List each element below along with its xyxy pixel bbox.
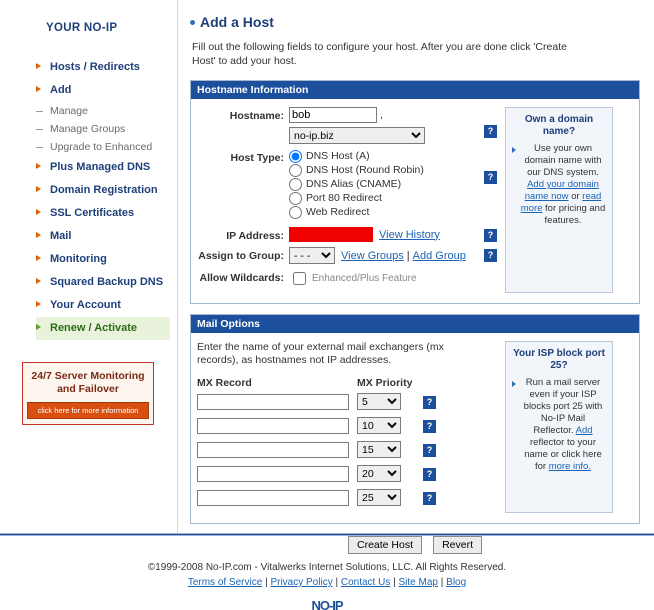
mx-priority-select-4[interactable] [357, 465, 401, 482]
view-history-link[interactable]: View History [379, 228, 440, 241]
intro-text: Fill out the following fields to configure your host. After you are done click 'Create Host' to add your host. [192, 41, 567, 67]
sidebar-item-add[interactable] [36, 79, 169, 102]
sidebar-item-manage[interactable] [36, 102, 169, 120]
footer-links [0, 575, 654, 590]
footer-link-privacy[interactable]: Privacy Policy [270, 577, 333, 588]
mail-panel-heading: Mail Options [191, 315, 639, 333]
domain-select[interactable] [289, 127, 425, 144]
own-domain-text2: or [571, 191, 580, 202]
host-type-option-label: DNS Alias (CNAME) [306, 178, 402, 190]
ip-address-help-icon[interactable]: ? [484, 229, 497, 242]
hostname-comma: , [380, 110, 383, 121]
assign-group-help-icon[interactable]: ? [484, 249, 497, 262]
mx-record-input-2[interactable] [197, 418, 349, 434]
sidebar-item-label: Renew / Activate [50, 322, 138, 334]
host-type-option-label: Port 80 Redirect [306, 192, 382, 204]
assign-group-row: Assign to Group: - - - View Groups | Add Group ? [197, 247, 497, 264]
sidebar-item-ssl-certificates[interactable] [36, 202, 169, 225]
sidebar-item-label: Domain Registration [50, 184, 158, 196]
sidebar-item-label: Upgrade to Enhanced [50, 141, 153, 153]
allow-wildcards-note: Enhanced/Plus Feature [312, 273, 417, 284]
mx-record-input-1[interactable] [197, 394, 349, 410]
mx-record-input-3[interactable] [197, 442, 349, 458]
view-groups-link[interactable]: View Groups [341, 249, 404, 262]
own-domain-body [512, 143, 606, 227]
sidebar-item-upgrade-to-enhanced[interactable] [36, 138, 169, 156]
host-type-option-port-80-redirect[interactable] [289, 191, 480, 205]
mx-record-input-4[interactable] [197, 466, 349, 482]
dash-icon [36, 111, 43, 112]
mail-form [197, 341, 497, 513]
host-type-option-label: DNS Host (Round Robin) [306, 164, 424, 176]
mail-options-panel [190, 314, 640, 524]
add-group-link[interactable]: Add Group [412, 249, 466, 262]
chevron-right-icon [36, 63, 41, 69]
mx-priority-select-5[interactable] [357, 489, 401, 506]
hostname-label: Hostname: [229, 110, 284, 122]
chevron-right-icon [36, 186, 41, 192]
mx-row [197, 489, 497, 506]
ip-address-label: IP Address: [226, 230, 284, 242]
sidebar-item-label: Monitoring [50, 253, 107, 265]
host-type-help-icon[interactable]: ? [484, 171, 497, 184]
host-type-radio[interactable] [289, 150, 302, 163]
sidebar-item-label: Manage [50, 105, 88, 117]
own-domain-title: Own a domain name? [524, 114, 594, 137]
footer-sep: | [393, 577, 396, 588]
footer-sep: | [440, 577, 444, 588]
host-type-row [197, 149, 497, 219]
allow-wildcards-row [197, 269, 497, 288]
page-title-text: Add a Host [200, 14, 274, 30]
host-type-radio[interactable] [289, 206, 302, 219]
create-host-button[interactable]: Create Host [348, 536, 422, 554]
host-type-option-dns-host-a[interactable] [289, 149, 480, 163]
mx-row [197, 417, 497, 434]
add-domain-link[interactable]: Add your domain name now [524, 179, 599, 202]
footer [0, 560, 654, 590]
sidebar-item-label: Add [50, 84, 72, 96]
isp-block-text: Run a mail server even if your ISP blocks port 25 with No-IP Mail Reflector. [523, 377, 603, 436]
footer-sep: | [265, 577, 268, 588]
chevron-right-icon [512, 381, 516, 387]
mx-priority-select-1[interactable] [357, 393, 401, 410]
hostname-help-icon[interactable]: ? [484, 125, 497, 138]
allow-wildcards-label: Allow Wildcards: [199, 272, 284, 284]
brand-title: YOUR NO-IP [46, 22, 118, 34]
isp-block-title: Your ISP block port 25? [513, 348, 605, 371]
sidebar-item-label: Mail [50, 230, 72, 242]
sidebar-item-plus-managed-dns[interactable] [36, 156, 169, 179]
sidebar-item-hosts-redirects[interactable] [36, 56, 169, 79]
footer-link-contact[interactable]: Contact Us [340, 577, 391, 588]
hostname-input[interactable] [289, 107, 377, 123]
sidebar-item-renew-activate[interactable] [36, 317, 170, 340]
chevron-right-icon [36, 163, 41, 169]
page-title [200, 14, 640, 30]
sidebar-item-your-account[interactable] [36, 294, 169, 317]
revert-button[interactable]: Revert [433, 536, 482, 554]
isp-block-text2: reflector to your name or click here for [524, 437, 602, 472]
isp-block-body [512, 377, 606, 473]
dash-icon [36, 147, 43, 148]
mx-priority-select-3[interactable] [357, 441, 401, 458]
footer-copyright: ©1999-2008 No-IP.com - Vitalwerks Internet Solutions, LLC. All Rights Reserved. [147, 562, 507, 573]
ip-address-row [197, 227, 497, 242]
chevron-right-icon [36, 324, 41, 330]
own-domain-sidebox [505, 107, 613, 293]
own-domain-text: Use your own domain name with our DNS system. [524, 143, 602, 178]
main-content [178, 0, 654, 568]
own-domain-text3: for pricing and features. [544, 203, 606, 226]
chevron-right-icon [36, 209, 41, 215]
sidebar-item-monitoring[interactable] [36, 248, 169, 271]
sidebar-item-squared-backup-dns[interactable] [36, 271, 169, 294]
chevron-right-icon [36, 255, 41, 261]
host-type-option-web-redirect[interactable] [289, 205, 480, 219]
mx-priority-header: MX Priority [357, 377, 413, 389]
mx-record-input-5[interactable] [197, 490, 349, 506]
ip-address-input[interactable] [289, 227, 373, 242]
footer-link-blog[interactable]: Blog [446, 577, 467, 588]
sidebar-item-domain-registration[interactable] [36, 179, 169, 202]
group-select[interactable] [289, 247, 335, 264]
sidebar-item-label: SSL Certificates [50, 207, 135, 219]
host-type-radio[interactable] [289, 192, 302, 205]
read-more-link[interactable]: read more [520, 191, 602, 214]
mx-help-icon-4[interactable]: ? [423, 468, 436, 481]
mx-help-icon-5[interactable]: ? [423, 492, 436, 505]
chevron-right-icon [36, 301, 41, 307]
mx-help-icon-1[interactable]: ? [423, 396, 436, 409]
mail-note: Enter the name of your external mail exchangers (mx records), as hostnames not IP addresses. [197, 341, 444, 366]
chevron-right-icon [36, 86, 41, 92]
assign-group-label: Assign to Group: [198, 250, 284, 262]
footer-sep: | [335, 577, 339, 588]
footer-link-sitemap[interactable]: Site Map [398, 577, 438, 588]
mx-row [197, 465, 497, 482]
host-type-option-label: DNS Host (A) [306, 150, 370, 162]
host-type-option-round-robin[interactable] [289, 163, 480, 177]
promo-title: 24/7 Server Monitoring and Failover [31, 370, 145, 395]
isp-block-sidebox [505, 341, 613, 513]
mx-row [197, 393, 497, 410]
sidebar-item-manage-groups[interactable] [36, 120, 169, 138]
dash-icon [36, 129, 43, 130]
more-info-link[interactable]: more info. [548, 461, 591, 472]
mx-header-row [197, 377, 497, 389]
host-type-radio[interactable] [289, 178, 302, 191]
sidebar-item-label: Your Account [50, 299, 121, 311]
mx-help-icon-3[interactable]: ? [423, 444, 436, 457]
host-type-option-cname[interactable] [289, 177, 480, 191]
sidebar [0, 0, 178, 533]
host-type-label: Host Type: [230, 152, 284, 164]
sidebar-item-label: Manage Groups [50, 123, 126, 135]
mx-row [197, 441, 497, 458]
bullet-icon [190, 20, 195, 25]
sidebar-item-mail[interactable] [36, 225, 169, 248]
sidebar-nav [0, 56, 177, 340]
mx-help-icon-2[interactable]: ? [423, 420, 436, 433]
sidebar-item-label: Squared Backup DNS [50, 276, 164, 288]
hostname-row [197, 107, 497, 144]
sidebar-item-label: Hosts / Redirects [50, 61, 140, 73]
add-reflector-link[interactable]: Add [575, 425, 593, 436]
hostname-information-panel [190, 80, 640, 304]
hostname-form [197, 107, 497, 293]
footer-divider [0, 533, 654, 536]
sidebar-item-label: Plus Managed DNS [50, 161, 151, 173]
chevron-right-icon [36, 278, 41, 284]
promo-button[interactable]: click here for more information [27, 402, 149, 419]
host-type-radio[interactable] [289, 164, 302, 177]
promo-banner[interactable] [22, 362, 154, 425]
chevron-right-icon [36, 232, 41, 238]
mx-priority-select-2[interactable] [357, 417, 401, 434]
host-type-option-label: Web Redirect [306, 206, 370, 218]
no-ip-logo: NO-IP [311, 598, 343, 610]
chevron-right-icon [512, 147, 516, 153]
mx-record-header: MX Record [197, 377, 252, 389]
allow-wildcards-checkbox[interactable] [293, 272, 306, 285]
hostname-panel-heading: Hostname Information [191, 81, 639, 99]
footer-link-terms[interactable]: Terms of Service [187, 577, 263, 588]
